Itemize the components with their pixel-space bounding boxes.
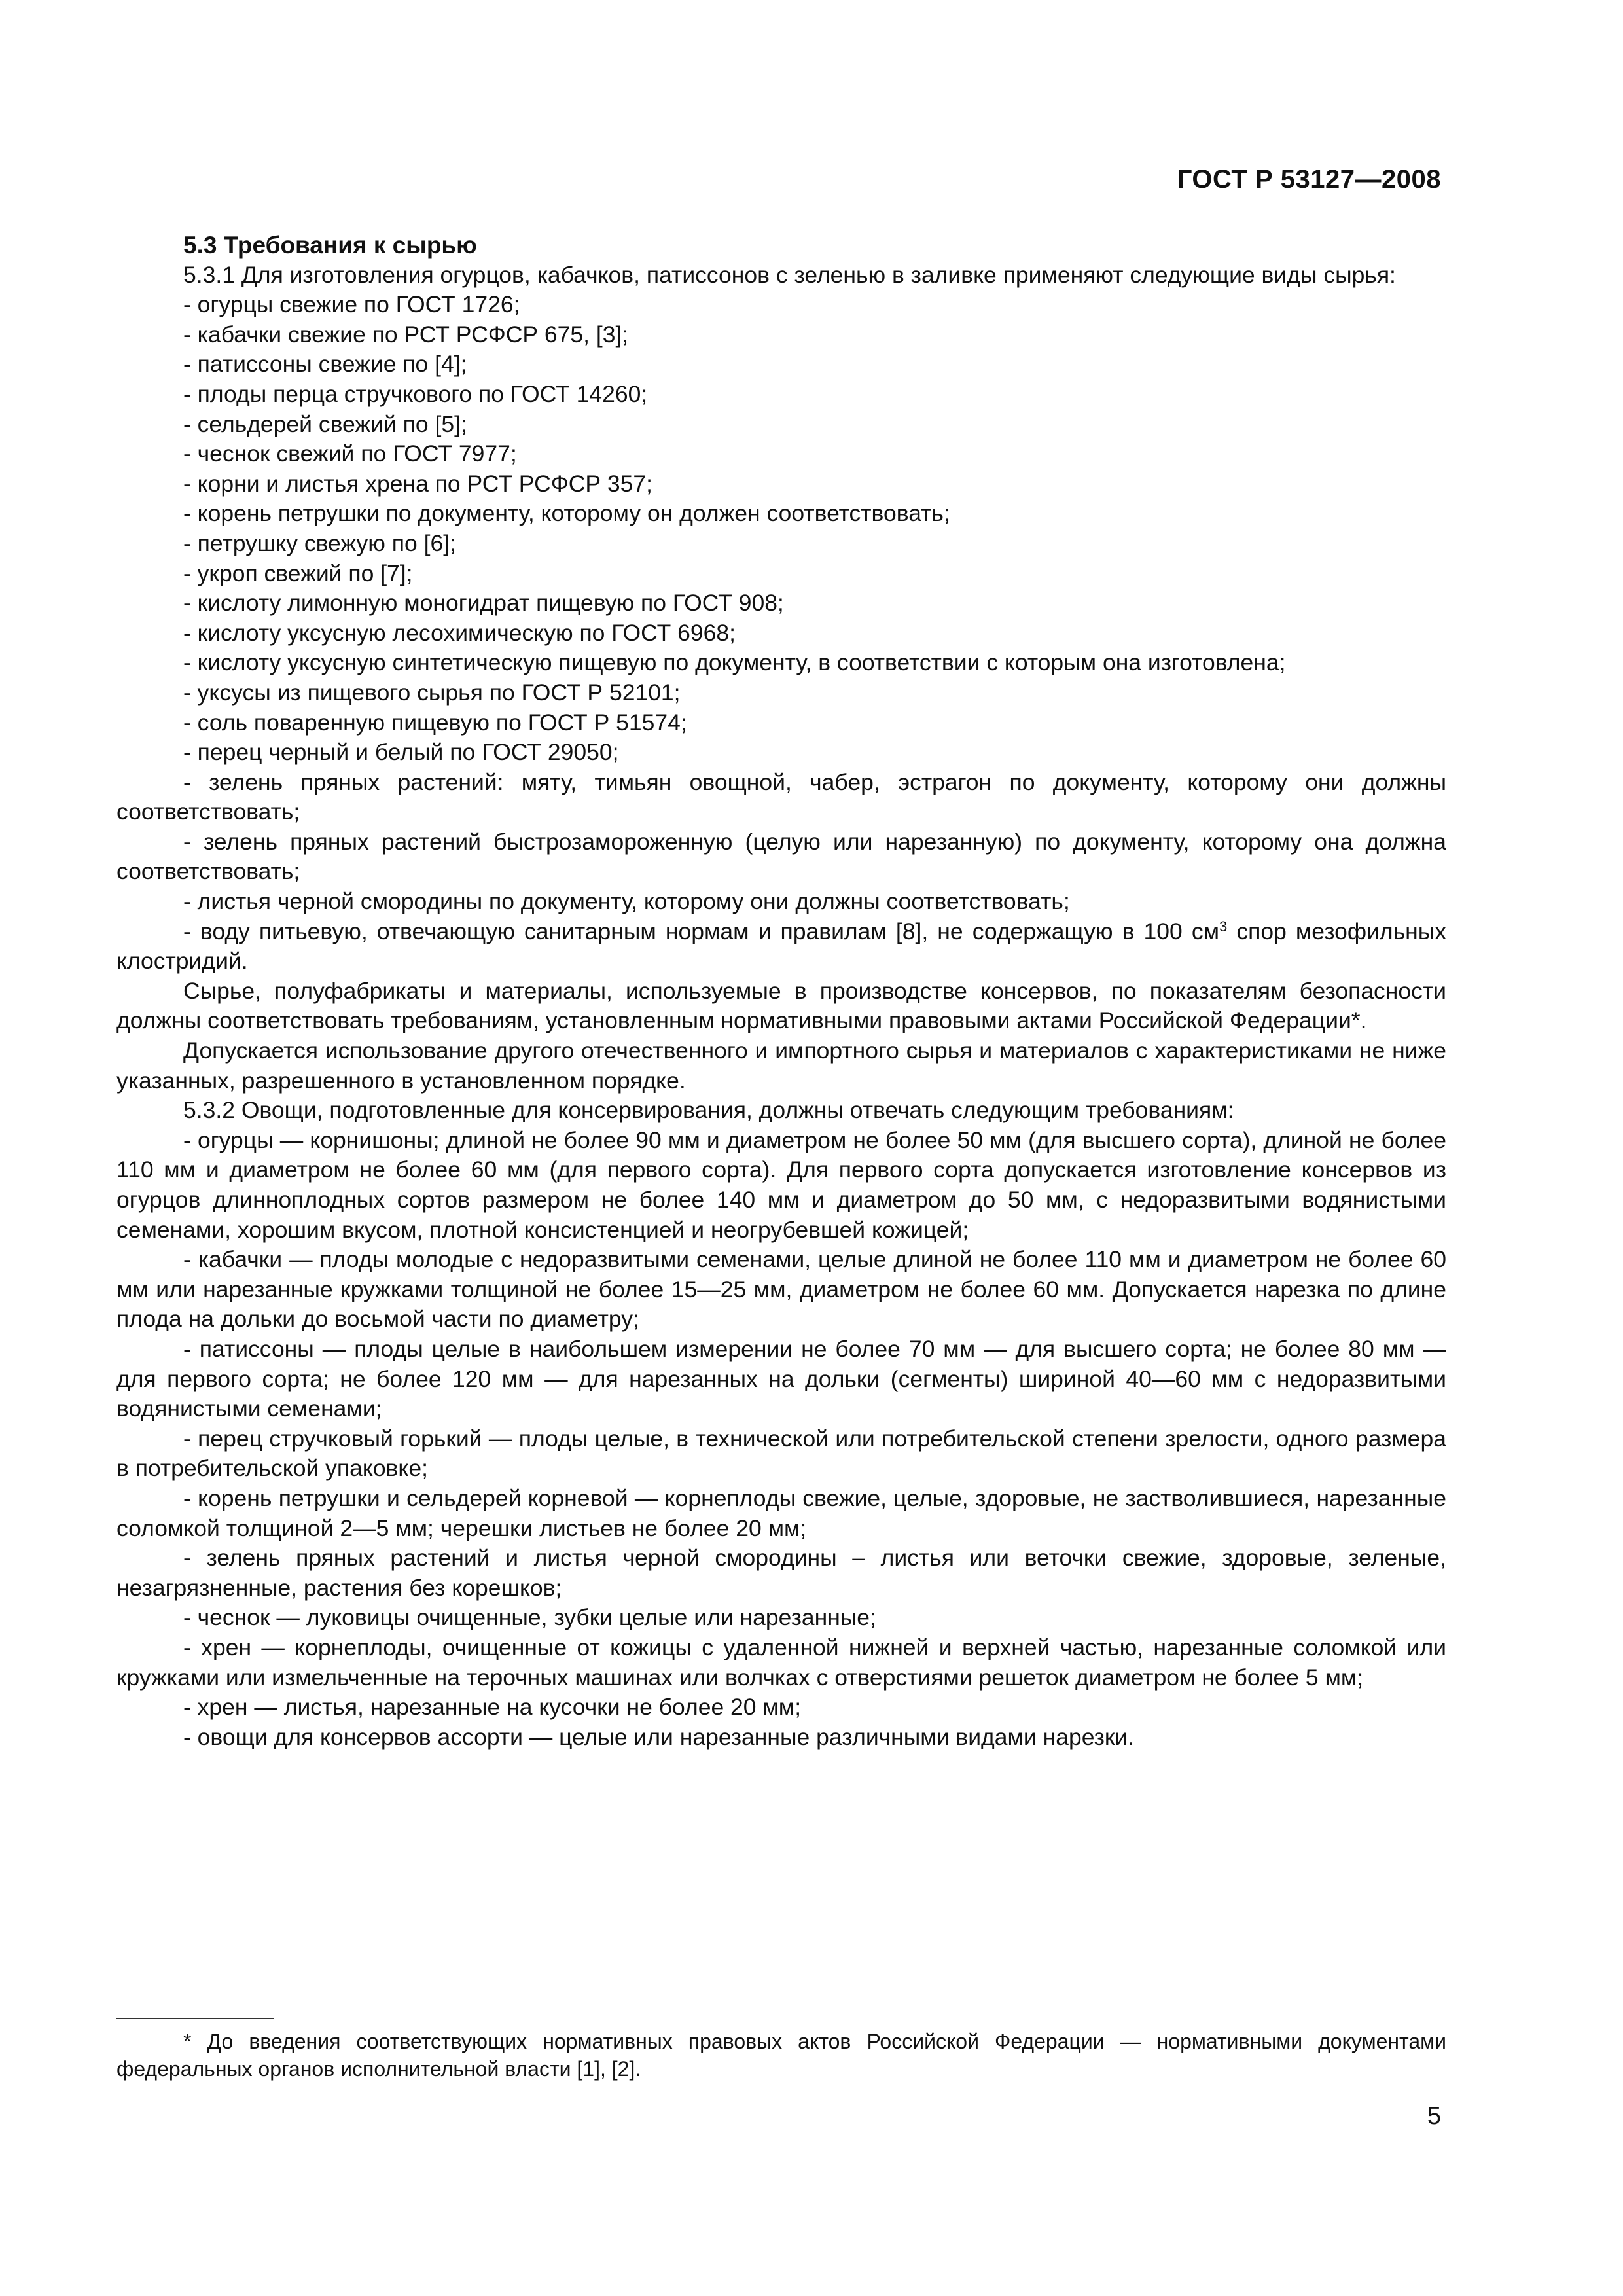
raw-material-item: - чеснок свежий по ГОСТ 7977; [183, 440, 517, 467]
superscript-3: 3 [1219, 918, 1228, 935]
vegetable-requirement-item: - хрен — листья, нарезанные на кусочки не более 20 мм; [183, 1694, 802, 1721]
raw-material-item: - кислоту лимонную моногидрат пищевую по ГОСТ 908; [183, 590, 784, 617]
allowance-paragraph: Допускается использование другого отечественного и импортного сырья и материалов с характеристиками не ниже указанных, разрешенного в установленном порядке. [116, 1037, 1446, 1094]
raw-material-item: - перец черный и белый по ГОСТ 29050; [183, 739, 619, 766]
vegetable-requirement-item: - патиссоны — плоды целые в наибольшем измерении не более 70 мм — для высшего сорта; не более 80 мм — для первого сорта; не более 120 мм — для нарезанных на дольки (сегменты) шириной 40—60 мм с недоразвитыми водянистыми семенами; [116, 1335, 1446, 1422]
vegetable-requirement-item: - хрен — корнеплоды, очищенные от кожицы с удаленной нижней и верхней частью, нарезанные соломкой или кружками или измельченные на терочных машинах или волчках с отверстиями решеток диаметром не более 5 мм; [116, 1634, 1446, 1691]
raw-material-item: - соль поваренную пищевую по ГОСТ Р 51574; [183, 709, 687, 736]
raw-material-item-water [116, 917, 1446, 977]
document-header: ГОСТ Р 53127—2008 [1177, 165, 1441, 194]
raw-material-item: - корни и листья хрена по РСТ РСФСР 357; [183, 470, 652, 497]
water-item-text-end: спор мезофильных клостридий. [116, 918, 1447, 975]
section-title: 5.3 Требования к сырью [183, 232, 477, 259]
raw-material-item: - зелень пряных растений: мяту, тимьян овощной, чабер, эстрагон по документу, которому они должны соответствовать; [116, 768, 1446, 825]
vegetable-requirement-item: - зелень пряных растений и листья черной смородины – листья или веточки свежие, здоровые, зеленые, незагрязненные, растения без корешков; [116, 1545, 1446, 1601]
page-number: 5 [1427, 2102, 1441, 2130]
vegetable-requirement-item: - кабачки — плоды молодые с недоразвитыми семенами, целые длиной не более 110 мм и диаметром не более 60 мм или нарезанные кружками толщиной не более 15—25 мм, диаметром не более 60 мм. Допускается нарезка по длине плода на дольки до восьмой части по диаметру; [116, 1246, 1446, 1333]
raw-material-item: - кислоту уксусную лесохимическую по ГОСТ 6968; [183, 619, 736, 646]
raw-material-item: - корень петрушки по документу, которому он должен соответствовать; [183, 500, 950, 527]
main-content [116, 230, 1446, 1752]
raw-material-item: - патиссоны свежие по [4]; [183, 351, 467, 378]
raw-material-item: - укроп свежий по [7]; [183, 560, 413, 586]
paragraph-5-3-1-intro: 5.3.1 Для изготовления огурцов, кабачков, патиссонов с зеленью в заливке применяют следующие виды сырья: [183, 261, 1396, 288]
raw-material-item: - плоды перца стручкового по ГОСТ 14260; [183, 380, 648, 407]
raw-material-item: - огурцы свежие по ГОСТ 1726; [183, 291, 520, 318]
safety-paragraph: Сырье, полуфабрикаты и материалы, используемые в производстве консервов, по показателям безопасности должны соответствовать требованиям, установленным нормативными правовыми актами Российской Федерации*. [116, 977, 1446, 1034]
water-item-text: - воду питьевую, отвечающую санитарным нормам и правилам [8], не содержащую в 100 см [183, 918, 1220, 944]
footnote-text: * До введения соответствующих нормативных правовых актов Российской Федерации — нормативными документами федеральных органов исполнительной власти [1], [2]. [116, 2030, 1446, 2081]
footnote [116, 2028, 1446, 2083]
vegetable-requirement-item: - огурцы — корнишоны; длиной не более 90 мм и диаметром не более 50 мм (для высшего сорта), длиной не более 110 мм и диаметром не более 60 мм (для первого сорта). Для первого сорта допускается изготовление консервов из огурцов длинноплодных сортов размером не более 140 мм и диаметром до 50 мм, с недоразвитыми водянистыми семенами, хорошим вкусом, плотной консистенцией и неогрубевшей кожицей; [116, 1126, 1446, 1243]
raw-material-item: - петрушку свежую по [6]; [183, 529, 456, 556]
vegetable-requirement-item: - чеснок — луковицы очищенные, зубки целые или нарезанные; [183, 1604, 876, 1631]
raw-material-item: - уксусы из пищевого сырья по ГОСТ Р 52101; [183, 679, 681, 706]
vegetable-requirement-item: - перец стручковый горький — плоды целые, в технической или потребительской степени зрелости, одного размера в потребительской упаковке; [116, 1425, 1446, 1482]
vegetable-requirement-item: - корень петрушки и сельдерей корневой — корнеплоды свежие, целые, здоровые, не застволившиеся, нарезанные соломкой толщиной 2—5 мм; черешки листьев не более 20 мм; [116, 1484, 1446, 1541]
raw-material-item: - кабачки свежие по РСТ РСФСР 675, [3]; [183, 321, 629, 348]
raw-material-item: - зелень пряных растений быстрозамороженную (целую или нарезанную) по документу, которому она должна соответствовать; [116, 828, 1446, 885]
raw-material-item: - кислоту уксусную синтетическую пищевую по документу, в соответствии с которым она изготовлена; [183, 649, 1286, 676]
paragraph-5-3-2-intro: 5.3.2 Овощи, подготовленные для консервирования, должны отвечать следующим требованиям: [183, 1097, 1234, 1124]
raw-material-item: - сельдерей свежий по [5]; [183, 410, 467, 437]
raw-material-item: - листья черной смородины по документу, которому они должны соответствовать; [183, 888, 1070, 915]
footnote-divider [116, 2018, 274, 2019]
vegetable-requirement-item: - овощи для консервов ассорти — целые или нарезанные различными видами нарезки. [183, 1723, 1135, 1750]
